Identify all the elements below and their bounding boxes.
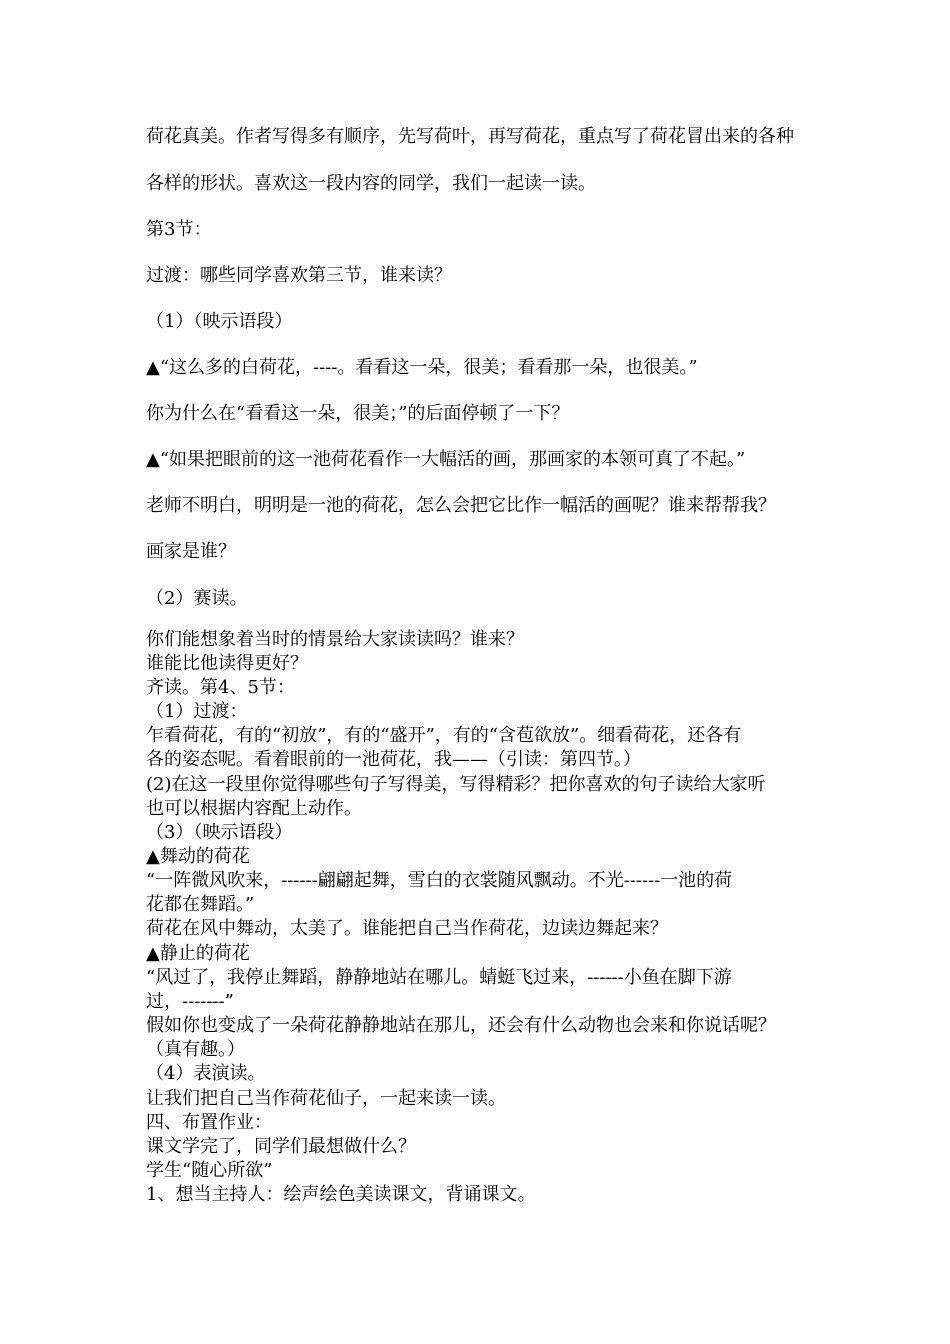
subheading-line: ▲静止的荷花 <box>146 943 250 964</box>
paragraph-line: 假如你也变成了一朵荷花静静地站在那儿，还会有什么动物也会来和你说话呢？ <box>146 1015 776 1036</box>
paragraph-line: 各样的形状。喜欢这一段内容的同学，我们一起读一读。 <box>146 173 596 194</box>
section-heading: 第3节： <box>146 219 212 240</box>
paragraph-line: （3）（映示语段） <box>146 822 293 843</box>
paragraph-line: （2）赛读。 <box>146 588 248 609</box>
paragraph-line: （1）过渡： <box>146 701 248 722</box>
quote-line: 过，-------” <box>146 991 234 1012</box>
paragraph-line: 荷花真美。作者写得多有顺序，先写荷叶，再写荷花，重点写了荷花冒出来的各种 <box>146 126 794 147</box>
quote-line: ▲“如果把眼前的这一池荷花看作一大幅活的画，那画家的本领可真了不起。” <box>146 449 746 470</box>
paragraph-line: （4）表演读。 <box>146 1063 266 1084</box>
subheading-line: ▲舞动的荷花 <box>146 846 250 867</box>
paragraph-line: 荷花在风中舞动，太美了。谁能把自己当作荷花，边读边舞起来？ <box>146 918 668 939</box>
paragraph-line: 老师不明白，明明是一池的荷花，怎么会把它比作一幅活的画呢？谁来帮帮我？ <box>146 495 776 516</box>
paragraph-line: 画家是谁？ <box>146 541 236 562</box>
paragraph-line: 过渡：哪些同学喜欢第三节，谁来读？ <box>146 265 452 286</box>
paragraph-line: 你为什么在“看看这一朵，很美；”的后面停顿了一下？ <box>146 403 570 424</box>
paragraph-line: （1）（映示语段） <box>146 311 293 332</box>
paragraph-line: 你们能想象着当时的情景给大家读读吗？谁来？ <box>146 629 524 650</box>
quote-line: “风过了，我停止舞蹈，静静地站在哪儿。蜻蜓飞过来，------小鱼在脚下游 <box>146 967 732 988</box>
paragraph-line: 各的姿态呢。看着眼前的一池荷花，我——（引读：第四节。） <box>146 749 641 770</box>
paragraph-line: 让我们把自己当作荷花仙子，一起来读一读。 <box>146 1088 506 1109</box>
paragraph-line: （真有趣。） <box>146 1039 245 1060</box>
paragraph-line: 学生“随心所欲” <box>146 1160 273 1181</box>
quote-line: 花都在舞蹈。” <box>146 894 255 915</box>
paragraph-line: 1、想当主持人：绘声绘色美读课文，背诵课文。 <box>146 1184 536 1205</box>
section-heading: 齐读。第4、5节： <box>146 677 295 698</box>
paragraph-line: 也可以根据内容配上动作。 <box>146 798 362 819</box>
paragraph-line: (2)在这一段里你觉得哪些句子写得美，写得精彩？把你喜欢的句子读给大家听 <box>146 774 766 795</box>
paragraph-line: 课文学完了，同学们最想做什么？ <box>146 1136 416 1157</box>
paragraph-line: 谁能比他读得更好？ <box>146 653 308 674</box>
quote-line: “一阵微风吹来，------翩翩起舞，雪白的衣裳随风飘动。不光------一池的荷 <box>146 870 733 891</box>
paragraph-line: 乍看荷花，有的“初放”，有的“盛开”，有的“含苞欲放”。细看荷花，还各有 <box>146 725 742 746</box>
quote-line: ▲“这么多的白荷花，----。看看这一朵，很美；看看那一朵，也很美。” <box>146 357 698 378</box>
section-heading: 四、布置作业： <box>146 1112 272 1133</box>
